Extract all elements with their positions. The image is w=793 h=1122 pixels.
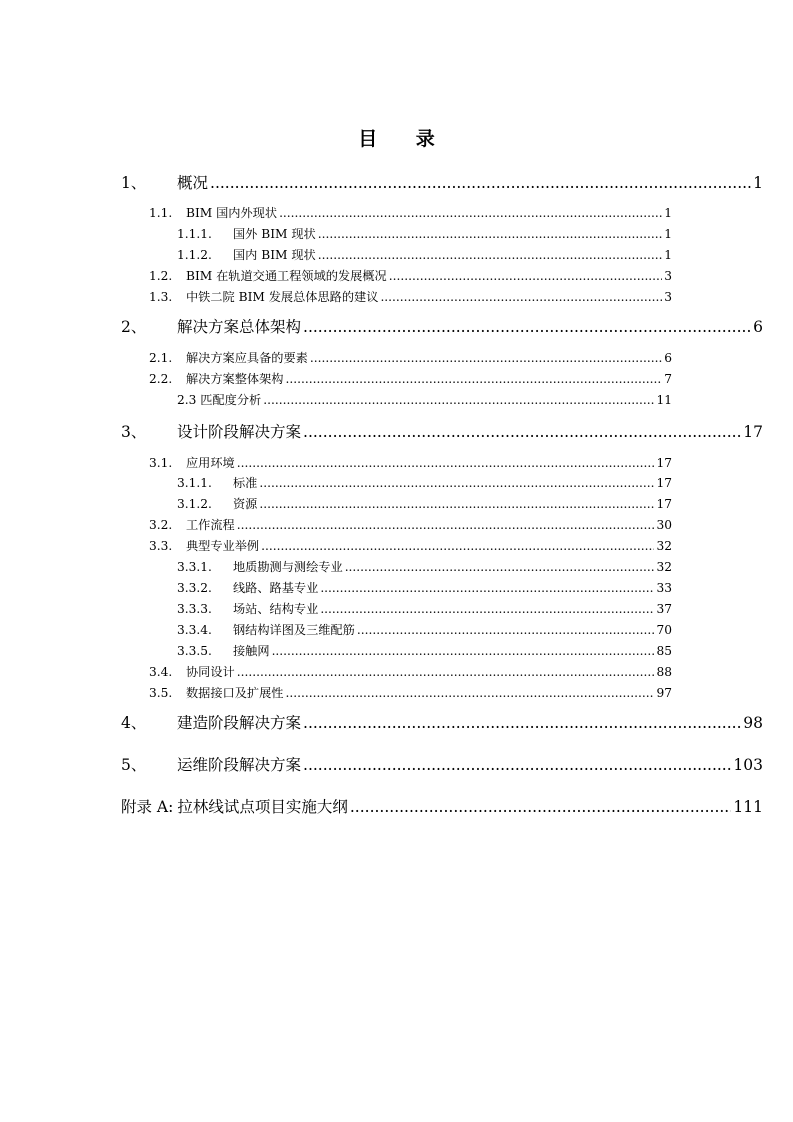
toc-entry[interactable] [149, 516, 672, 532]
dot-leader [237, 665, 655, 679]
dot-leader [259, 476, 654, 490]
toc-entry-label: 应用环境 [186, 456, 235, 470]
toc-entry-label: 国外 BIM 现状 [233, 227, 316, 241]
toc-entry-number: 2、 [121, 318, 147, 336]
toc-entry-page: 3 [664, 290, 672, 304]
toc-entry-page: 17 [656, 476, 672, 490]
dot-leader [303, 714, 741, 732]
dot-leader [261, 539, 654, 553]
toc-entry-page: 32 [656, 539, 672, 553]
toc-entry-page: 6 [753, 318, 763, 336]
toc-entry-page: 103 [733, 756, 763, 774]
dot-leader [303, 423, 741, 441]
toc-entry-number: 3.5. [149, 686, 173, 700]
dot-leader [279, 206, 662, 220]
toc-entry-number: 3.3.5. [177, 644, 212, 658]
toc-entry-page: 1 [664, 206, 672, 220]
toc-entry-label: 设计阶段解决方案 [177, 423, 302, 441]
toc-entry-number: 1.1. [149, 206, 173, 220]
toc-entry-number: 1.3. [149, 290, 173, 304]
dot-leader [320, 581, 654, 595]
toc-entry-number: 3.3.3. [177, 602, 212, 616]
toc-entry-number: 2.2. [149, 372, 173, 386]
dot-leader [237, 518, 655, 532]
toc-entry[interactable] [177, 246, 672, 262]
toc-entry-label: 线路、路基专业 [233, 581, 319, 595]
toc-entry-label: 典型专业举例 [186, 539, 260, 553]
toc-entry-number: 3.1. [149, 456, 173, 470]
toc-entry[interactable] [177, 474, 672, 490]
dot-leader [303, 756, 731, 774]
toc-entry-number: 3.1.1. [177, 476, 212, 490]
toc-entry-label: 拉林线试点项目实施大纲 [177, 798, 348, 816]
toc-entry-page: 1 [664, 227, 672, 241]
toc-entry-appendix[interactable] [121, 795, 763, 815]
toc-entry-label: 运维阶段解决方案 [177, 756, 302, 774]
toc-entry-number: 3.3.4. [177, 623, 212, 637]
toc-entry-number: 3.3.2. [177, 581, 212, 595]
dot-leader [263, 393, 654, 407]
toc-entry-page: 17 [656, 497, 672, 511]
toc-entry-page: 17 [743, 423, 763, 441]
toc-entry-page: 6 [664, 351, 672, 365]
toc-entry[interactable] [177, 600, 672, 616]
dot-leader [286, 686, 655, 700]
toc-entry-page: 85 [656, 644, 672, 658]
dot-leader [210, 174, 751, 192]
toc-entry-number: 3.4. [149, 665, 173, 679]
toc-entry-page: 98 [743, 714, 763, 732]
dot-leader [286, 372, 663, 386]
toc-entry-page: 33 [656, 581, 672, 595]
toc-entry-page: 32 [656, 560, 672, 574]
toc-entry-page: 3 [664, 269, 672, 283]
dot-leader [357, 623, 655, 637]
toc-entry-label: BIM 在轨道交通工程领域的发展概况 [186, 269, 387, 283]
toc-entry[interactable] [149, 370, 672, 386]
toc-entry-label: 中铁二院 BIM 发展总体思路的建议 [186, 290, 379, 304]
toc-entry[interactable] [149, 349, 672, 365]
toc-entry[interactable] [149, 684, 672, 700]
toc-entry-page: 1 [753, 174, 763, 192]
toc-entry-number: 3.3.1. [177, 560, 212, 574]
toc-entry[interactable] [149, 663, 672, 679]
toc-entry[interactable] [177, 495, 672, 511]
dot-leader [318, 248, 662, 262]
toc-entry-label: 概况 [177, 174, 209, 192]
toc-entry[interactable] [177, 391, 672, 407]
toc-entry-label: 资源 [233, 497, 258, 511]
dot-leader [320, 602, 654, 616]
toc-entry-number: 3.3. [149, 539, 173, 553]
toc-entry-page: 70 [656, 623, 672, 637]
toc-entry-label: 解决方案总体架构 [177, 318, 302, 336]
toc-entry-label: 2.3 匹配度分析 [177, 393, 262, 407]
dot-leader [350, 798, 732, 816]
toc-entry-label: 建造阶段解决方案 [177, 714, 302, 732]
dot-leader [345, 560, 655, 574]
toc-entry-label: 地质勘测与测绘专业 [233, 560, 343, 574]
toc-entry-number: 1.1.1. [177, 227, 212, 241]
toc-entry-number: 附录 A: [121, 798, 174, 816]
toc-entry[interactable] [121, 171, 763, 191]
toc-entry-page: 17 [656, 456, 672, 470]
dot-leader [272, 644, 655, 658]
dot-leader [237, 456, 655, 470]
toc-entry[interactable] [177, 642, 672, 658]
toc-entry[interactable] [121, 315, 763, 335]
toc-entry-page: 111 [733, 798, 763, 816]
toc-entry-label: 标准 [233, 476, 258, 490]
toc-entry-page: 88 [656, 665, 672, 679]
dot-leader [318, 227, 662, 241]
toc-entry-number: 3.1.2. [177, 497, 212, 511]
toc-entry-number: 1、 [121, 174, 147, 192]
toc-entry[interactable] [149, 267, 672, 283]
toc-entry[interactable] [121, 711, 763, 731]
toc-entry[interactable] [177, 558, 672, 574]
toc-entry-label: 解决方案应具备的要素 [186, 351, 308, 365]
dot-leader [303, 318, 751, 336]
dot-leader [389, 269, 662, 283]
toc-entry-number: 3.2. [149, 518, 173, 532]
toc-entry[interactable] [177, 621, 672, 637]
toc-entry-label: 协同设计 [186, 665, 235, 679]
toc-title: 目 录 [358, 128, 451, 150]
toc-entry[interactable] [149, 204, 672, 220]
toc-entry-number: 4、 [121, 714, 147, 732]
toc-entry-page: 97 [656, 686, 672, 700]
toc-entry-label: 钢结构详图及三维配筋 [233, 623, 355, 637]
toc-entry-label: BIM 国内外现状 [186, 206, 278, 220]
toc-entry[interactable] [149, 288, 672, 304]
toc-entry-number: 2.1. [149, 351, 173, 365]
toc-entry[interactable] [121, 420, 763, 440]
toc-entry[interactable] [121, 753, 763, 773]
toc-entry-number: 1.1.2. [177, 248, 212, 262]
toc-entry-label: 场站、结构专业 [233, 602, 319, 616]
toc-entry-page: 1 [664, 248, 672, 262]
dot-leader [310, 351, 662, 365]
toc-entry[interactable] [149, 537, 672, 553]
dot-leader [380, 290, 662, 304]
dot-leader [259, 497, 654, 511]
toc-entry-number: 5、 [121, 756, 147, 774]
toc-entry[interactable] [177, 579, 672, 595]
toc-entry-page: 37 [656, 602, 672, 616]
toc-entry-page: 7 [664, 372, 672, 386]
toc-entry-page: 11 [656, 393, 672, 407]
toc-entry-label: 国内 BIM 现状 [233, 248, 316, 262]
toc-entry-label: 数据接口及扩展性 [186, 686, 284, 700]
toc-entry-number: 1.2. [149, 269, 173, 283]
toc-entry-number: 3、 [121, 423, 147, 441]
toc-entry[interactable] [177, 225, 672, 241]
toc-entry[interactable] [149, 454, 672, 470]
toc-entry-label: 解决方案整体架构 [186, 372, 284, 386]
toc-entry-label: 接触网 [233, 644, 270, 658]
toc-entry-label: 工作流程 [186, 518, 235, 532]
toc-entry-page: 30 [656, 518, 672, 532]
